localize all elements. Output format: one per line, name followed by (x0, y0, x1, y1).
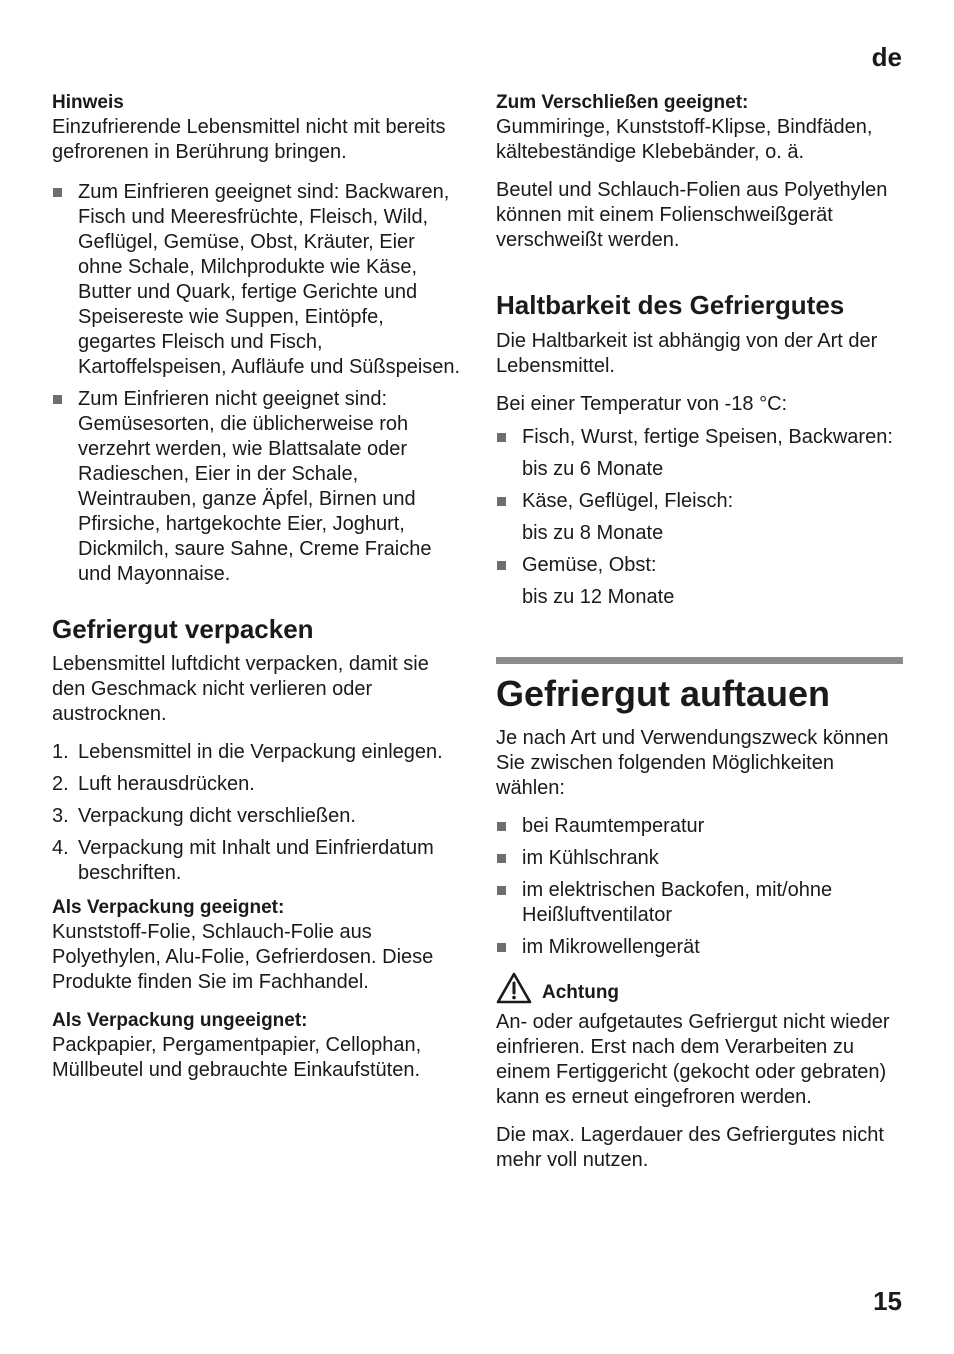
storage-duration-list (496, 425, 903, 450)
storage-duration: bis zu 8 Monate (522, 522, 664, 544)
list-item (496, 878, 903, 928)
storage-duration: bis zu 12 Monate (522, 586, 675, 608)
language-code: de (871, 42, 902, 72)
storage-duration: bis zu 6 Monate (522, 458, 664, 480)
list-item (496, 814, 903, 839)
achtung-text: An- oder aufgetautes Gefriergut nicht wieder einfrieren. Erst nach dem Verarbeiten zu einem Fertiggericht (gekocht oder gebraten) kann es erneut eingefroren werden. (496, 1011, 890, 1108)
packing-steps (52, 740, 462, 886)
list-item-text: bei Raumtemperatur (522, 815, 705, 837)
step-text: Verpackung dicht verschließen. (78, 805, 356, 827)
list-item-text: im Mikrowellengerät (522, 936, 700, 958)
warning-header (496, 972, 903, 1004)
square-bullet-icon (497, 854, 506, 863)
list-item (496, 489, 903, 514)
step-number: 3. (52, 805, 69, 827)
ungeeignet-text: Packpapier, Pergamentpapier, Cellophan, Müllbeutel und gebrauchte Einkaufstüten. (52, 1034, 422, 1081)
right-column (496, 90, 903, 1173)
step-text: Lebensmittel in die Verpackung einlegen. (78, 741, 443, 763)
ungeeignet-label: Als Verpackung ungeeignet: (52, 1010, 308, 1031)
geeignet-text: Kunststoff-Folie, Schlauch-Folie aus Polyethylen, Alu-Folie, Gefrierdosen. Diese Produkte finden Sie im Fachhandel. (52, 921, 434, 993)
storage-item: Fisch, Wurst, fertige Speisen, Backwaren: (522, 426, 893, 448)
hinweis-label: Hinweis (52, 92, 124, 113)
square-bullet-icon (497, 943, 506, 952)
list-item (496, 935, 903, 960)
hinweis-text: Einzufrierende Lebensmittel nicht mit bereits gefrorenen in Berührung bringen. (52, 116, 446, 163)
packen-intro: Lebensmittel luftdicht verpacken, damit sie den Geschmack nicht verlieren oder austrocknen. (52, 653, 429, 725)
square-bullet-icon (497, 433, 506, 442)
step-item (52, 804, 462, 829)
list-item (52, 180, 462, 380)
storage-item: Käse, Geflügel, Fleisch: (522, 490, 734, 512)
square-bullet-icon (53, 188, 62, 197)
list-item (496, 553, 903, 578)
verschliessen-text: Gummiringe, Kunststoff-Klipse, Bindfäden, kältebeständige Klebebänder, o. ä. (496, 116, 873, 163)
list-item-text: Zum Einfrieren nicht geeignet sind: Gemüsesorten, die üblicherweise roh verzehrt werden, wie Blattsalate oder Radieschen, Eier in der Schale, Weintrauben, ganze Äpfel, Birnen und Pfirsiche, hartgekochte Eier, Joghurt, Dickmilch, saure Sahne, Creme Fraiche und Mayonnaise. (78, 388, 432, 585)
section-heading-packen: Gefriergut verpacken (52, 614, 314, 644)
step-number: 2. (52, 773, 69, 795)
section-divider (496, 657, 903, 664)
chapter-heading-auftauen: Gefriergut auftauen (496, 673, 831, 714)
list-item-text: im Kühlschrank (522, 847, 659, 869)
page-number: 15 (873, 1286, 902, 1316)
geeignet-label: Als Verpackung geeignet: (52, 897, 285, 918)
list-item-text: im elektrischen Backofen, mit/ohne Heißluftventilator (522, 879, 833, 926)
haltbarkeit-intro: Die Haltbarkeit ist abhängig von der Art der Lebensmittel. (496, 330, 878, 377)
step-item (52, 772, 462, 797)
step-item (52, 836, 462, 886)
square-bullet-icon (53, 395, 62, 404)
beutel-text: Beutel und Schlauch-Folien aus Polyethylen können mit einem Folienschweißgerät verschweißt werden. (496, 179, 888, 251)
storage-item: Gemüse, Obst: (522, 554, 657, 576)
freeze-suitability-list (52, 180, 462, 587)
storage-duration-list (496, 553, 903, 578)
square-bullet-icon (497, 822, 506, 831)
section-heading-haltbarkeit: Haltbarkeit des Gefriergutes (496, 290, 845, 320)
step-item (52, 740, 462, 765)
achtung-label: Achtung (542, 982, 620, 1003)
step-text: Verpackung mit Inhalt und Einfrierdatum beschriften. (78, 837, 434, 884)
storage-duration-list (496, 489, 903, 514)
list-item (496, 846, 903, 871)
warning-triangle-icon (496, 972, 532, 1004)
auftauen-intro: Je nach Art und Verwendungszweck können Sie zwischen folgenden Möglichkeiten wählen: (496, 727, 889, 799)
step-number: 4. (52, 837, 69, 859)
square-bullet-icon (497, 886, 506, 895)
temperature-text: Bei einer Temperatur von -18 °C: (496, 393, 788, 415)
square-bullet-icon (497, 561, 506, 570)
list-item (496, 425, 903, 450)
thawing-methods-list (496, 814, 903, 960)
lagerdauer-text: Die max. Lagerdauer des Gefriergutes nicht mehr voll nutzen. (496, 1124, 884, 1171)
left-column (52, 90, 462, 1083)
list-item (52, 387, 462, 587)
list-item-text: Zum Einfrieren geeignet sind: Backwaren, Fisch und Meeresfrüchte, Fleisch, Wild, Geflügel, Gemüse, Obst, Kräuter, Eier ohne Schale, Milchprodukte wie Käse, Butter und Quark, fertige Gerichte und Speisereste wie Suppen, Eintöpfe, gegartes Fleisch und Fisch, Kartoffelspeisen, Aufläufe und Süßspeisen. (78, 181, 461, 378)
verschliessen-label: Zum Verschließen geeignet: (496, 92, 749, 113)
step-number: 1. (52, 741, 69, 763)
square-bullet-icon (497, 497, 506, 506)
step-text: Luft herausdrücken. (78, 773, 255, 795)
